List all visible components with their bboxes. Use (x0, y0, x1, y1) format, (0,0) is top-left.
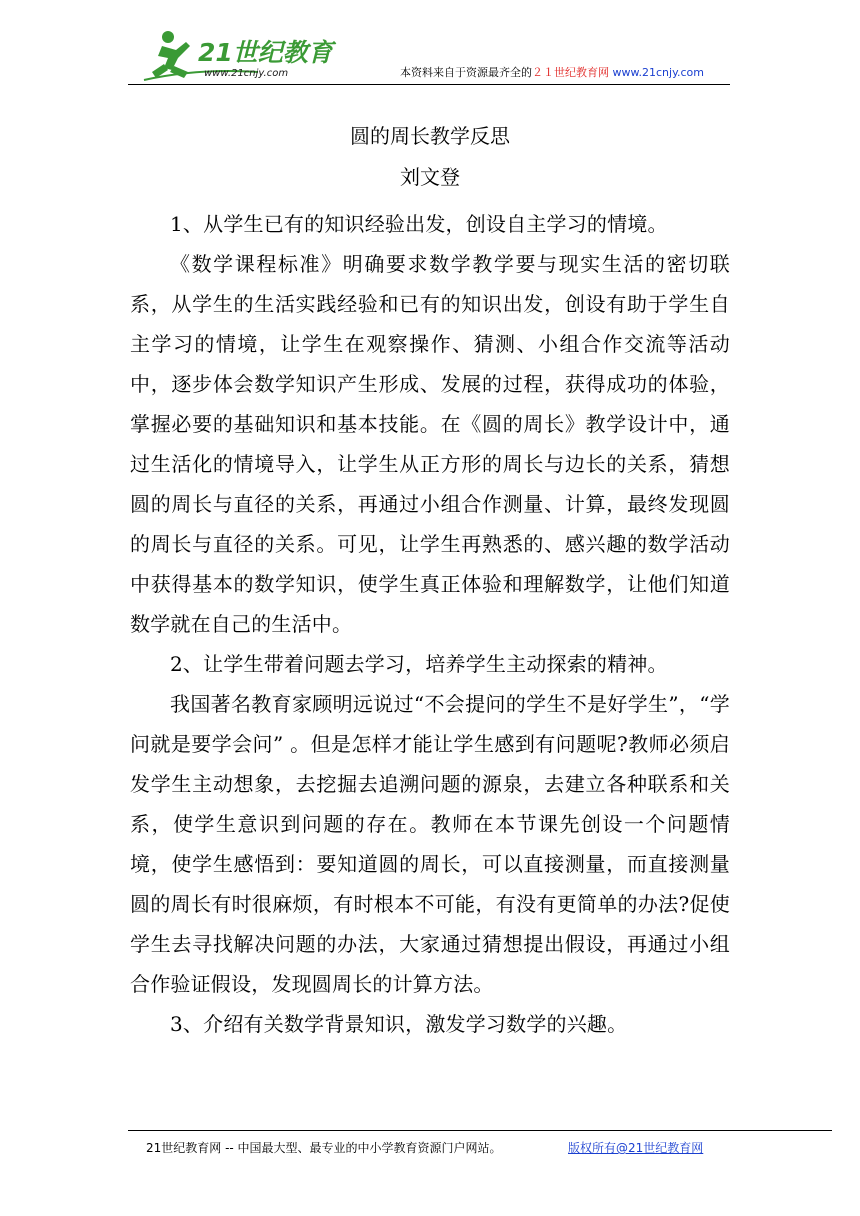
header-site-url[interactable]: www.21cnjy.com (612, 66, 704, 79)
document-title: 圆的周长教学反思 (350, 124, 510, 148)
logo-graphic (138, 28, 338, 82)
section-heading-1: 1、从学生已有的知识经验出发，创设自主学习的情境。 (170, 212, 668, 236)
site-logo[interactable] (138, 28, 338, 82)
page-footer (128, 1130, 832, 1155)
svg-text:www.21cnjy.com: www.21cnjy.com (204, 68, 289, 79)
body-paragraph-1: 《数学课程标准》明确要求数学教学要与现实生活的密切联系，从学生的生活实践经验和已有的知识出发，创设有助于学生自主学习的情境，让学生在观察操作、猜测、小组合作交流等活动中，逐步体会数学知识产生形成、发展的过程，获得成功的体验，掌握必要的基础知识和基本技能。在《圆的周长》教学设计中，通过生活化的情境导入，让学生从正方形的周长与边长的关系，猜想圆的周长与直径的关系，再通过小组合作测量、计算，最终发现圆的周长与直径的关系。可见，让学生再熟悉的、感兴趣的数学活动中获得基本的数学知识，使学生真正体验和理解数学，让他们知道数学就在自己的生活中。 (130, 252, 730, 636)
footer-text: 21世纪教育网 -- 中国最大型、最专业的中小学教育资源门户网站。 (146, 1141, 502, 1155)
svg-text:21世纪教育: 21世纪教育 (198, 38, 333, 67)
document-author: 刘文登 (400, 165, 460, 189)
document-body (130, 204, 730, 1044)
body-paragraph-2: 我国著名教育家顾明远说过“不会提问的学生不是好学生”，“学问就是要学会问” 。但是怎样才能让学生感到有问题呢?教师必须启发学生主动想象，去挖掘去追溯问题的源泉，去建立各种联系和关系，使学生意识到问题的存在。教师在本节课先创设一个问题情境，使学生感悟到：要知道圆的周长，可以直接测量，而直接测量圆的周长有时很麻烦，有时根本不可能，有没有更简单的办法?促使学生去寻找解决问题的办法，大家通过猜想提出假设，再通过小组合作验证假设，发现圆周长的计算方法。 (130, 692, 730, 996)
section-heading-2: 2、让学生带着问题去学习，培养学生主动探索的精神。 (170, 652, 668, 676)
page-header (128, 28, 730, 85)
footer-copyright-link[interactable]: 版权所有@21世纪教育网 (568, 1141, 704, 1155)
header-note (400, 64, 704, 80)
header-note-prefix: 本资料来自于资源最齐全的 (400, 66, 533, 79)
header-site-name[interactable]: ２１世纪教育网 (532, 66, 610, 79)
section-heading-3: 3、介绍有关数学背景知识，激发学习数学的兴趣。 (170, 1012, 628, 1036)
